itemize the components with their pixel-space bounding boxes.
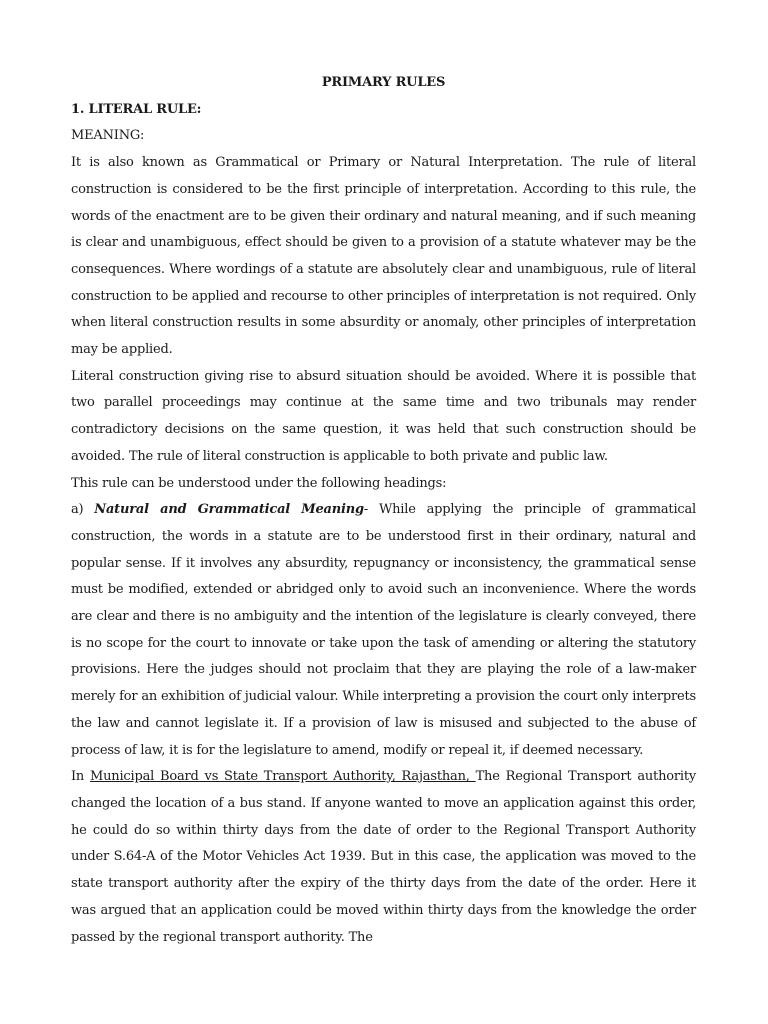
case-paragraph: [71, 764, 696, 951]
item-a-term: Natural and Grammatical Meaning: [94, 502, 364, 518]
item-a-paragraph: [71, 497, 696, 764]
document-title: PRIMARY RULES: [321, 75, 446, 90]
case-prefix: In: [71, 769, 91, 785]
case-text: The Regional Transport authority changed the location of a bus stand. If anyone wanted to move an application against this order, he could do so within thirty days from the date of order to the Regional Transport Authority under S.64-A of the Motor Vehicles Act 1939. But in this case, the application was moved to the state transport authority after the expiry of the thirty days from the date of the order. Here it was argued that an application could be moved within thirty days from the knowledge the order passed by the regional transport authority. The: [71, 769, 697, 945]
paragraph-2: Literal construction giving rise to absurd situation should be avoided. Where it is possible that two parallel proceedings may continue at the same time and two tribunals may render contradictory decisions on the same question, it was held that such construction should be avoided. The rule of literal construction is applicable to both private and public law.: [71, 368, 696, 464]
paragraph-1: It is also known as Grammatical or Primary or Natural Interpretation. The rule of literal construction is considered to be the first principle of interpretation. According to this rule, the words of the enactment are to be given their ordinary and natural meaning, and if such meaning is clear and unambiguous, effect should be given to a provision of a statute whatever may be the consequences. Where wordings of a statute are absolutely clear and unambiguous, rule of literal construction to be applied and recourse to other principles of interpretation is not required. Only when literal construction results in some absurdity or anomaly, other principles of interpretation may be applied.: [71, 155, 696, 358]
document-page: [71, 70, 696, 951]
item-a-prefix: a): [71, 502, 95, 518]
section-heading: 1. LITERAL RULE:: [71, 101, 202, 117]
meaning-label: MEANING:: [71, 128, 145, 144]
item-a-text: - While applying the principle of grammatical construction, the words in a statute are to be understood first in their ordinary, natural and popular sense. If it involves any absurdity, repugnancy or inconsistency, the grammatical sense must be modified, extended or abridged only to avoid such an inconvenience. Where the words are clear and there is no ambiguity and the intention of the legislature is clearly conveyed, there is no scope for the court to innovate or take upon the task of amending or altering the statutory provisions. Here the judges should not proclaim that they are playing the role of a law-maker merely for an exhibition of judicial valour. While interpreting a provision the court only interprets the law and cannot legislate it. If a provision of law is misused and subjected to the abuse of process of law, it is for the legislature to amend, modify or repeal it, if deemed necessary.: [71, 502, 696, 758]
case-name: Municipal Board vs State Transport Authority, Rajasthan,: [90, 769, 476, 785]
paragraph-3: This rule can be understood under the following headings:: [71, 475, 447, 491]
